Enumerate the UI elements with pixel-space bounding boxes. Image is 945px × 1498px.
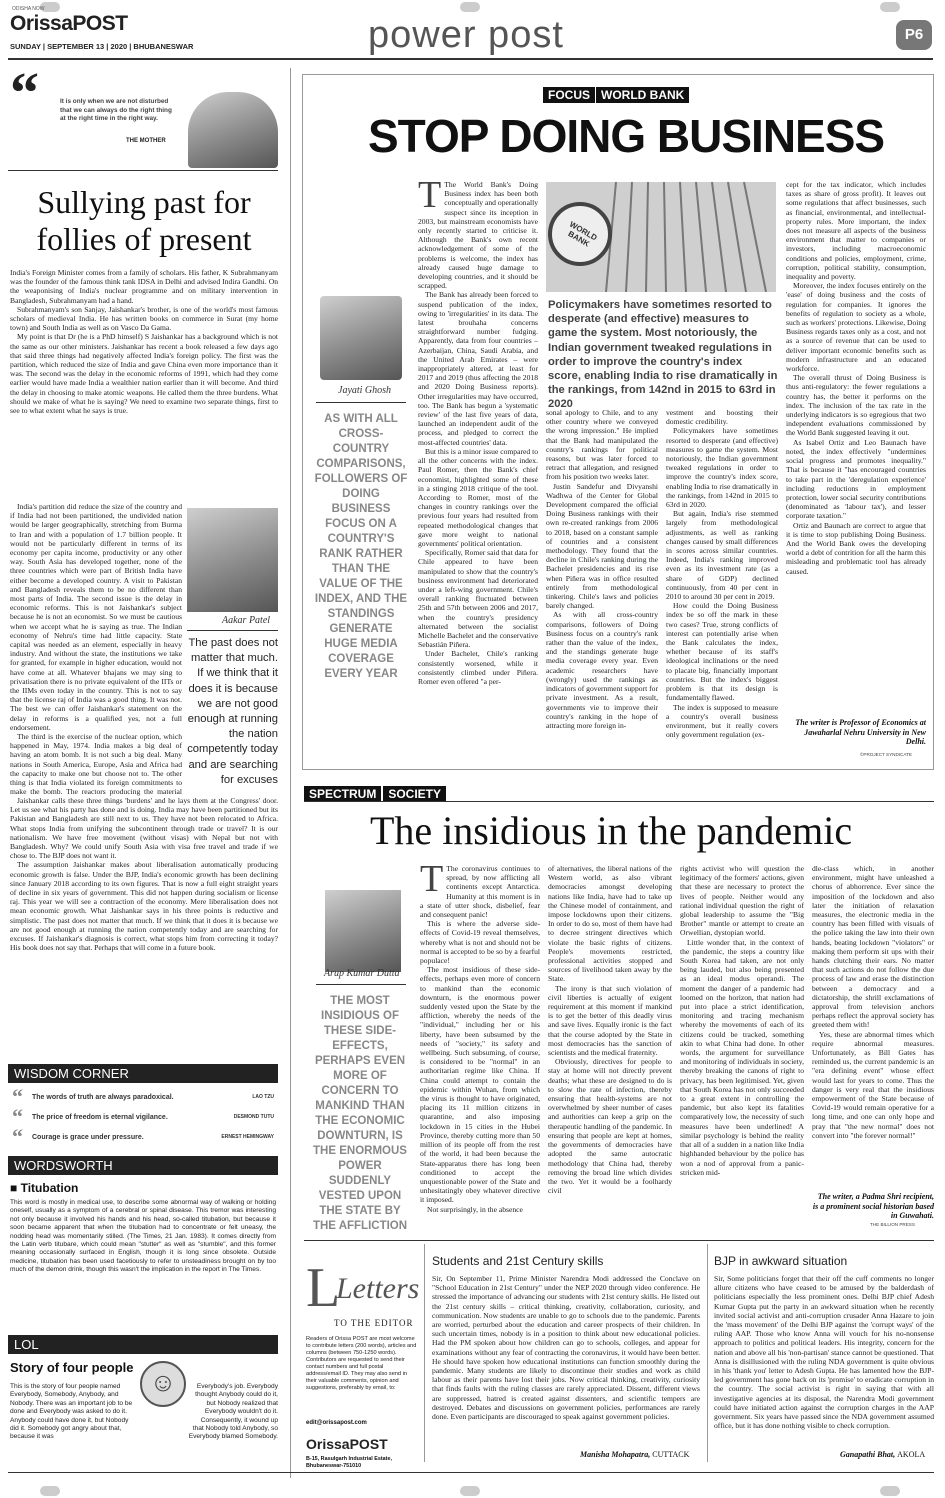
- spectrum-col-2: [548, 864, 672, 1234]
- paragraph: The irony is that such violation of civil liberties is actually of exigent requirement at this moment if mankind is to get the better of this deadly virus and save lives. Equally ironic is the fact that the course adopted by the State in most democracies has the sanction of scientists and the medical fraternity.: [548, 983, 672, 1058]
- quote-text: It is only when we are not disturbed that we can always do the right thing at the right time in the right way.: [60, 98, 172, 122]
- quote-author: THE MOTHER: [126, 138, 166, 144]
- paragraph: India's partition did reduce the size of the country and if India had not been partitioned, the undivided nation would be larger geographically, stretching from Burma to Iran and with a population of 1.7 billion people. It would not be particularly different in terms of its economy per capita income, productivity or any other way. South Asia has developed together, none of the three countries which were part of British India have either become a developed country. A visit to Pakistan and Bangladesh reveals them to be no different than most parts of India. The second issue is the delay in economic reforms. This is not Jaishankar's subject because he is not an economist. So we must be cautious when we accept what he is saying as true. The Indian economy of Nehru's time had little capacity. State capital was needed as an element, especially in heavy industry. And without the state, the institutions we take for granted, for example in higher education, would not have come at all. Whatever bhajans we may sing to privatisation there is no private equivalent of the IITs or the IIMs even today in the country. This is not to say that the license raj of India was a good thing. It was not. The best we can offer Jaishankar's statement on the delay in reforms is a qualified yes, not a full endorsement.: [10, 502, 182, 732]
- column-divider: [290, 68, 291, 1478]
- laughing-face-icon: ☺: [140, 1361, 186, 1407]
- paragraph: This is where the adverse side-effects of Covid-19 reveal themselves, whereby what is not and should not be normal is accepted to be so by a fearful populace!: [420, 919, 540, 966]
- paragraph: T The World Bank's Doing Business index has been both conceptually and operationally suspect since its inception in 2003, but mainstream economists have only recently started to criticise it. Although the Bank's own recent acknowledgement of some of the problems is welcome, the index has already caused huge damage to developing countries, and it should be scrapped.: [418, 180, 538, 291]
- paragraph: dle-class which, in another environment, might have unleashed a chorus of abhorrence. Ever since the imposition of the lockdown and also later the initiation of relaxation measures, the electronic media in the country has been filled with visuals of the police taking the law into their own hands, beating lockdown "violators" or making them perform sit ups with their hands clutching their ears. No matter that such actions do not follow the due process of law and erase the distinction between a democracy and a dictatorship, the shrill exclamations of approval from television anchors perhaps reflect the approval society has greeted them with!: [812, 864, 934, 1030]
- paragraph: Policymakers have sometimes resorted to desperate (and effective) measures to game the system. Most notoriously, the Indian government tweaked regulations in order to improve the country's index score, enabling India to rise dramatically in the rankings, from 142nd in 2015 to 63rd in 2020.: [666, 426, 778, 510]
- masthead-logo[interactable]: OrissaPOST: [10, 12, 128, 35]
- spectrum-kicker: SPECTRUM SOCIETY: [304, 785, 446, 803]
- syndicate-credit: ©PROJECT SYNDICATE: [860, 752, 912, 757]
- lol-text-right: Everybody's job. Everybody thought Anybody could do it, but Nobody realized that Everybody wouldn't do it. Consequently, it wound up that Nobody told Anybody, so Everybody blamed Somebody.: [188, 1383, 278, 1441]
- jayati-ghosh-photo: [320, 296, 402, 380]
- paragraph: As with all cross-country comparisons, followers of Doing Business focus on a country's rank rather than the value of the index, and the standings generate huge media coverage every year. Even academic researchers have (wrongly) used the rankings as indicators of government support for private investment. As a result, governments vie to improve their country's ranking in the hope of attracting more foreign in-: [546, 610, 658, 730]
- letters-initial: L: [306, 1257, 341, 1319]
- aakar-patel-photo: [187, 508, 278, 612]
- wordsworth-box: [8, 1156, 278, 1315]
- paragraph: cept for the tax indicator, which includes taxes as share of gross profit). It leaves out some regulations that affect businesses, such as financial, environmental, and intellectual-property rules. More important, the index does not measure all aspects of the business environment that matter to companies or investors, including macroeconomic conditions and policies, employment, crime, corruption, political stability, consumption, inequality and poverty.: [786, 180, 926, 282]
- wisdom-item: “ Courage is grace under pressure. ERNEST HEMINGWAY: [12, 1124, 274, 1149]
- paragraph: India's Foreign Minister comes from a family of scholars. His father, K Subrahmanyam was the founder of the famous think tank IDSA in Delhi and advised Indira Gandhi. On the weaponising of India's nuclear programme and on military intervention in Bangladesh, Subrahmanyam had a hand.: [10, 268, 278, 305]
- column-divider: [424, 1244, 425, 1462]
- byline: Aakar Patel: [222, 615, 271, 626]
- quote-mark-icon: “: [10, 60, 39, 125]
- letter-2-signature: Ganapathi Bhat, AKOLA: [840, 1450, 926, 1459]
- focus-col-4: [786, 180, 926, 714]
- byline: Arup Kumar Dutta: [324, 968, 400, 979]
- letter-1-headline: Students and 21st Century skills: [432, 1254, 604, 1268]
- divider: [316, 402, 406, 403]
- letters-email-link[interactable]: edit@orissapost.com: [306, 1420, 367, 1426]
- paragraph: The most insidious of these side-effects, perhaps even more of concern to mankind than the economic downturn, is the enormous power suddenly vested upon the State by the affliction, whereby the needs of the "individual," including her or his liberty, have been subsumed by the needs of "society," its safety and wellbeing. Such subsuming, of course, is considered to be "normal" in an authoritarian regime like China. If China could attempt to contain the epidemic within Wuhan, from which the virus is thought to have originated, placing its 11 million citizens in quarantine, and also imposing lockdown in 15 cities in the Hubei Province, thereby cutting more than 50 million of its people off from the rest of the world, it had been because the State-apparatus there has long been conditioned to accept the unquestionable power of the State and unhesitatingly obey whatever directive it imposed.: [420, 965, 540, 1205]
- registration-mark: [460, 2, 480, 12]
- registration-mark: [880, 2, 900, 12]
- paragraph: Jaishankar calls these three things 'burdens' and he lays them at the Congress' door. Let us see what his party has done and is doing. India may have been partitioned but its Pakistan and Bangladesh are still next to us. They have not been relocated to Africa. What stops India from unifying the subcontinent through trade or travel? It is our nationalism. We have free movement (without visas) with Nepal but not with Bangladesh. Why? We could unify South Asia with visa free travel and trade if we chose to. The BJP does not want it.: [10, 796, 278, 861]
- paragraph: The third is the exercise of the nuclear option, which happened in May, 1974. India makes a big deal of having an atom bomb. It is not such a big deal. Many nations in South America, Europe, Asia and Africa had the capacity to make one but choose not to. The other thing is that India violated its foreign commitments to make the bomb. The reactors producing the material: [10, 732, 182, 796]
- focus-highlight: Policymakers have sometimes resorted to desperate (and effective) measures to game the system. Most notoriously, the Indian government tweaked regulations in order to improve the country's index score, enabling India to rise dramatically in the rankings, from 142nd in 2015 to 63rd in 2020: [548, 299, 778, 411]
- paragraph: Moreover, the index focuses entirely on the 'ease' of doing business and the costs of regulation for companies. It ignores the benefits of regulation to society as a whole, such as workers' protections. Likewise, Doing Business regards taxes only as a cost, and not as a source of revenue that can be used to deliver important economic benefits such as modern infrastructure and an educated workforce.: [786, 281, 926, 374]
- paragraph: Obviously, directives for people to stay at home will not directly prevent deaths; what these are designed to do is to slow the rate of infection, thereby ensuring that health-systems are not overwhelmed by sheer number of cases and authorities can keep a grip on the therapeutic handling of the pandemic. In ensuring that people are kept at homes, the governments of democracies have adopted the same autocratic methodology that China had, thereby removing the broad line which divides the two. Yet it would be a foolhardy civil: [548, 1057, 672, 1196]
- page-number-badge: P6: [896, 20, 932, 50]
- quote-mark-icon: “: [12, 1104, 23, 1129]
- paragraph: How could the Doing Business index be so off the mark in these two cases? True, strong conflicts of interest can potentially arise when the Bank calculates the index, whether because of its staff's ideological inclinations or the need to placate big, financially important countries. But the index's biggest problem is that its design is fundamentally flawed.: [666, 601, 778, 703]
- registration-mark: [40, 1486, 60, 1496]
- paragraph: rights activist who will question the legitimacy of the formers' actions, given that these are necessary to protect the lives of people. Neither would any rational individual question the right of global leadership to assume the "Big Brother" mantle or attempt to create an Orwellian, dystopian world.: [680, 864, 804, 938]
- dateline: SUNDAY | SEPTEMBER 13 | 2020 | BHUBANESWAR: [10, 42, 194, 51]
- divider: [8, 170, 278, 171]
- spectrum-headline: The insidious in the pandemic: [370, 808, 853, 853]
- paragraph: sonal apology to Chile, and to any other country where we conveyed the wrong impression." He implied that the Bank had manipulated the country's rankings for political reasons, but was later forced to retract that allegation, and resigned from his position two weeks later.: [546, 408, 658, 482]
- focus-col-3: [666, 408, 778, 762]
- masthead-rule: [8, 58, 933, 60]
- wisdom-corner-title: WISDOM CORNER: [8, 1064, 278, 1083]
- paragraph: Justin Sandefur and Divyanshi Wadhwa of the Center for Global Development compared the official Doing Business rankings with their own re-created rankings from 2006 to 2018, based on a constant sample of countries and a consistent methodology. They found that the decline in Chile's ranking during the Bachelet presidencies and its rise when Piñera was in office resulted entirely from methodological tinkering. Chile's laws and policies barely changed.: [546, 481, 658, 611]
- divider: [316, 984, 406, 985]
- lol-title: LOL: [8, 1335, 278, 1354]
- divider: [304, 1240, 934, 1241]
- wordsworth-title: WORDSWORTH: [8, 1156, 278, 1175]
- focus-author-credit: The writer is Professor of Economics at Jawaharlal Nehru University in New Delhi.: [795, 718, 926, 746]
- world-bank-image: [546, 182, 776, 292]
- world-bank-sign-text: WORLD BANK: [566, 219, 599, 249]
- lol-text-left: This is the story of four people named Everybody, Somebody, Anybody, and Nobody. There was an important job to be done and Everybody was asked to do it. Anybody could have done it, but Nobody did it. Somebody got angry about that, because it was: [10, 1383, 133, 1441]
- paragraph: But again, India's rise stemmed largely from methodological adjustments, as well as ranking changes caused by small differences in scores across similar countries. Indeed, India's ranking improved even as its investment rate (as a share of GDP) declined continuously, from 40 per cent in 2010 to around 30 per cent in 2019.: [666, 509, 778, 602]
- paragraph: My point is that Dr (he is a PhD himself) S Jaishankar has a background which is not the same as our other ministers. Jaishankar has recent a book released a few days ago that said three things had negatively affected India's foreign policy. The first was the partition, which reduced the size of India and gave China even more importance than it was. The second was the delay in the economic reforms of 1991, which had they come earlier would have made India a wealthier nation earlier than it will become. And third the delay in choosing to make atomic weapons. He called them the three burdens. What should we make of what he is saying? We need to examine two separate things, first to see to what extent what he says is true.: [10, 332, 278, 416]
- paragraph: The overall thrust of Doing Business is thus anti-regulatory: the fewer regulations a country has, the better it performs on the index. The inclusion of the tax rate in the underlying indicators is so egregious that two independent evaluations commissioned by the World Bank suggested leaving it out.: [786, 373, 926, 438]
- byline: Jayati Ghosh: [338, 385, 392, 396]
- left-pullquote: The past does not matter that much. If we think that it does it is because we are not good enough at running the nation competently today and are searching for excuses: [187, 637, 278, 786]
- spectrum-col-1: [420, 864, 540, 1234]
- letters-address: B-15, Rasulgarh Industrial Estate, Bhubaneswar-751010: [306, 1456, 392, 1469]
- section-title: power post: [368, 14, 564, 56]
- paragraph: vestment and boosting their domestic credibility.: [666, 408, 778, 427]
- paragraph: T The coronavirus continues to spread, by now afflicting all continents except Antarctica. Humanity at this moment is in a state of utter shock, disbelief, fear and consequent panic!: [420, 864, 540, 920]
- logo-tagline: ODISHA NOW: [12, 6, 45, 12]
- focus-col-2: [546, 408, 658, 762]
- quote-mark-icon: “: [12, 1084, 23, 1109]
- paragraph: The assumption Jaishankar makes about liberalisation automatically producing economic growth is false. Under the BJP, India's economic growth has been declining since January 2018 according to its own figures. That is now a full eight straight years of decline in six years of government. This did not happen during socialism or license raj. This year we will see a contraction of the economy. Mere liberalisation does not mean economic growth. What Jaishankar says in his three points is reductive and simplistic. The past does not matter that much. If we think that it does it is because we are not good enough at running the nation competently today and are searching for excuses. If Jaishankar's diagnosis is correct, what stops him from correcting it today? His book does not say that. Perhaps that will come in a future book.: [10, 860, 278, 953]
- letters-logo: OrissaPOST: [306, 1436, 388, 1452]
- focus-kicker: FOCUS WORLD BANK: [543, 86, 689, 104]
- syndicate-credit: THE BILLION PRESS: [870, 1222, 915, 1227]
- registration-mark: [460, 1486, 480, 1496]
- left-article-body-top: [10, 268, 278, 502]
- word-of-day: ■ Titubation: [10, 1181, 79, 1195]
- quote-mark-icon: “: [12, 1124, 23, 1149]
- paragraph: Subrahmanyam's son Sanjay, Jaishankar's brother, is one of the world's most famous scholars of medieval India. He has written books on commerce in Surat (my home town) and South India as well as on Vasco Da Gama.: [10, 304, 278, 333]
- paragraph: of alternatives, the liberal nations of the Western world, as also vibrant democracies amongst developing nations like India, have had to take up the Chinese model of containment, and impose lockdowns upon their citizens. In order to do so, most of them have had to decree stringent directives which violate the basic rights of citizens. People's movements restricted, professional activities stopped and sources of livelihood taken away by the State.: [548, 864, 672, 984]
- divider: [304, 801, 934, 802]
- column-divider: [707, 1244, 708, 1462]
- letters-invite: Readers of Orissa POST are most welcome to contribute letters (200 words), articles and columns (between 750-1250 words). Contributors are requested to send their contact numbers and full postal address/email ID. They may also send in their valuable comments, opinion and suggestions, preferably by email, to:: [306, 1336, 417, 1391]
- paragraph: The index is supposed to measure a country's overall business environment, but it really covers only government regulation (ex-: [666, 702, 778, 740]
- letters-title: Letters: [336, 1272, 420, 1305]
- wisdom-item: “ The price of freedom is eternal vigilance. DESMOND TUTU: [12, 1104, 274, 1129]
- paragraph: But this is a minor issue compared to all the other concerns with the index. Paul Romer, then the Bank's chief economist, highlighted some of these in a stinging 2018 critique of the tool. According to Romer, most of the changes in country rankings over the previous four years had resulted from repeated methodological changes that gave more weight to national governments' political orientation.: [418, 446, 538, 548]
- the-mother-photo: [188, 92, 278, 168]
- paragraph: The Bank has already been forced to suspend publication of the index, owing to 'irregularities' in its data. The latest brouhaha concerns straightforward number fudging. Apparently, data from four countries – Azerbaijan, China, Saudi Arabia, and the United Arab Emirates – were inappropriately altered, at least for 2017 and 2019 (thus affecting the 2018 and 2020 Doing Business reports). Other irregularities may have occurred, too. The Bank has begun a 'systematic review' of the last five years of data, launched an independent audit of the process, and pledged to correct the most-affected countries' data.: [418, 290, 538, 447]
- left-headline: Sullying past for follies of present: [36, 184, 252, 257]
- arup-kumar-dutta-photo: [325, 890, 401, 972]
- letter-2-headline: BJP in awkward situation: [714, 1254, 848, 1268]
- letters-subtitle: TO THE EDITOR: [334, 1318, 414, 1328]
- paragraph: Yes, these are abnormal times which require abnormal measures. Unfortunately, as Bill Gates has reminded us, the current pandemic is an "era defining event" whose effect would last for years to come. Thus the danger is very real that the insidious empowerment of the State because of Covid-19 would remain operative for a long time, and one can only hope and pray that "the new normal" does not convert into "the forever normal!": [812, 1029, 934, 1140]
- wisdom-corner: [8, 1064, 278, 1147]
- paragraph: Not surprisingly, in the absence: [427, 1204, 523, 1214]
- wisdom-item: “ The words of truth are always paradoxical. LAO TZU: [12, 1084, 274, 1109]
- spectrum-col-4: [812, 864, 934, 1190]
- divider: [187, 630, 278, 631]
- focus-col-1: [418, 180, 538, 762]
- lol-headline: Story of four people: [10, 1360, 134, 1375]
- paragraph: Ortiz and Baunach are correct to argue that it is time to stop publishing Doing Business. And the World Bank owes the developing world a debt of contrition for all the harm this misleading and problematic tool has already caused.: [786, 520, 926, 576]
- focus-headline: STOP DOING BUSINESS: [368, 110, 885, 162]
- lol-box: [8, 1335, 278, 1441]
- paragraph: As Isabel Ortiz and Leo Baunach have noted, the index effectively "undermines social progress and promotes inequality." That is because it "has encouraged countries to take part in the 'deregulation experience' including reductions in employment protection, lower social security contributions (denominated as 'labour tax'), and lesser corporate taxation.": [786, 437, 926, 521]
- spectrum-pullquote: THE MOST INSIDIOUS OF THESE SIDE-EFFECTS, PERHAPS EVEN MORE OF CONCERN TO MANKIND THAN THE ECONOMIC DOWNTURN, IS THE ENORMOUS POWER SUDDENLY VESTED UPON THE STATE BY THE AFFLICTION: [312, 995, 408, 1232]
- paragraph: Little wonder that, in the context of the pandemic, the steps a country like South Korea had taken, are not only being lauded, but also being presented as an ideal modus operandi. The moment the danger of a pandemic had loomed on the horizon, that nation had put into place a strict identification, monitoring and tracing mechanism whereby the movements of each of its citizens could be tracked, something akin to what China had done. In other words, the argument for surveillance and monitoring of individuals in society, thereby breaking the canons of right to privacy, has been legitimised. Yet, given that South Korea has not only succeeded to a great extent in controlling the pandemic, but also kept its fatalities comparatively low, the necessity of such measures have been underlined! A similar psychology is behind the reality that all of a sudden in a nation like India highhanded behaviour by the police has won a nod of approval from a panic-stricken mid-: [680, 937, 804, 1177]
- letter-2-body: Sir, Some politicians forget that their off the cuff comments no longer allure citizens who have ceased to be amused by the balderdash of politicians especially the less prominent ones. Delhi BJP chief Adesh Kumar Gupta put the party in an awkward situation when he recently invited social activist and anti-corruption crusader Anna Hazare to join the 'mass movement' of the Delhi BJP against the 'corrupt ways' of the ruling AAP. Those who know Anna will vouch for his no-nonsense approach to politics and political leaders. His integrity, concern for the nation and above all his 'non-partisan' stance cannot be questioned. That Anna is disillusioned with the ruling NDA government is quite obvious in his 'thank you' letter to Adesh Gupta. He has lamented how the BJP-led government has gone back on its 'promise' to eradicate corruption in the country. The social activist is right in saying that with all investigative agencies at its disposal, the Narendra Modi government could have initiated action against the corruption charges in the AAP government. Six years have passed since the NDA government assumed office, but it has done nothing visible to check corruption.: [714, 1274, 934, 1431]
- registration-mark: [880, 1486, 900, 1496]
- left-article-body-bottom: [10, 796, 278, 1048]
- footer-rule: [8, 1472, 934, 1473]
- left-article-body-mid: [10, 502, 182, 796]
- letter-1-signature: Manisha Mohapatra, CUTTACK: [580, 1450, 690, 1459]
- paragraph: Under Bachelet, Chile's ranking consistently worsened, while it consistently climbed under Piñera. Romer even offered "a per-: [418, 649, 538, 686]
- spectrum-col-3: [680, 864, 804, 1234]
- focus-pullquote: AS WITH ALL CROSS-COUNTRY COMPARISONS, FOLLOWERS OF DOING BUSINESS FOCUS ON A COUNTRY'S RANK RATHER THAN THE VALUE OF THE INDEX, AND THE STANDINGS GENERATE HUGE MEDIA COVERAGE EVERY YEAR: [314, 413, 408, 680]
- letter-1-body: Sir, On September 11, Prime Minister Narendra Modi addressed the Conclave on "School Education in 21st Century" under the NEP 2020 through video conference. He stressed the importance of advancing our students with 21st century skills. He listed out the 21st century skills – critical thinking, creativity, collaboration, curiosity, and communication. Now students are unable to go to schools due to the pandemic. Parents are worried, perturbed about the education and career prospects of their children. In such uncertain times, nobody is in a position to think about new educational policies. Had the PM spoken about how children can go to schools, colleges, and appear for examinations without any fear of contracting the coronavirus, it would have been better. He should have spoken how educational institutions can function smoothly during the pandemic. Many students are likely to discontinue their studies and work as child labour as their parents have lost their jobs. Now critical thinking, creativity, curiosity that finds faults with the ruling classes are rarely appreciated. Dissent, different views are suppressed, hatred is created against dissenters, and scientific tempers are destroyed. Debates and discussions on government policies, performances are rarely done. Even participants are discouraged to speak against government policies.: [432, 1274, 700, 1422]
- wordsworth-text: This word is mostly in medical use, to describe some abnormal way of walking or holding oneself, usually as a symptom of a cerebral or spinal disease. This tremor was interesting not only because it involved his hands and his head, so-called titubation, but because it soon became apparent that when the titubation had to concentrate or felt uneasy, the nodding head was momentarily stilled. (The Times, 21 Jan. 1983). It comes directly from the Latin verb titubare, which could mean "stutter" as well as "stumble", and this former meaning occasionally surfaced in English, though it is long since obsolete. Outside medicine, titubation has been used facetiously to refer to unsteadiness brought on by too much of the demon drink, though this wasn't the implication in the report in The Times.: [10, 1199, 276, 1274]
- spectrum-author-credit: The writer, a Padma Shri recipient, is a prominent social historian based in Guwahati.: [812, 1192, 934, 1220]
- paragraph: Specifically, Romer said that data for Chile appeared to have been manipulated to show that the country's business environment had deteriorated under a left-wing government. Chile's overall ranking fluctuated between 25th and 57th between 2006 and 2017, when the country's presidency alternated between the socialist Michelle Bachelet and the conservative Sebastián Piñera.: [418, 548, 538, 650]
